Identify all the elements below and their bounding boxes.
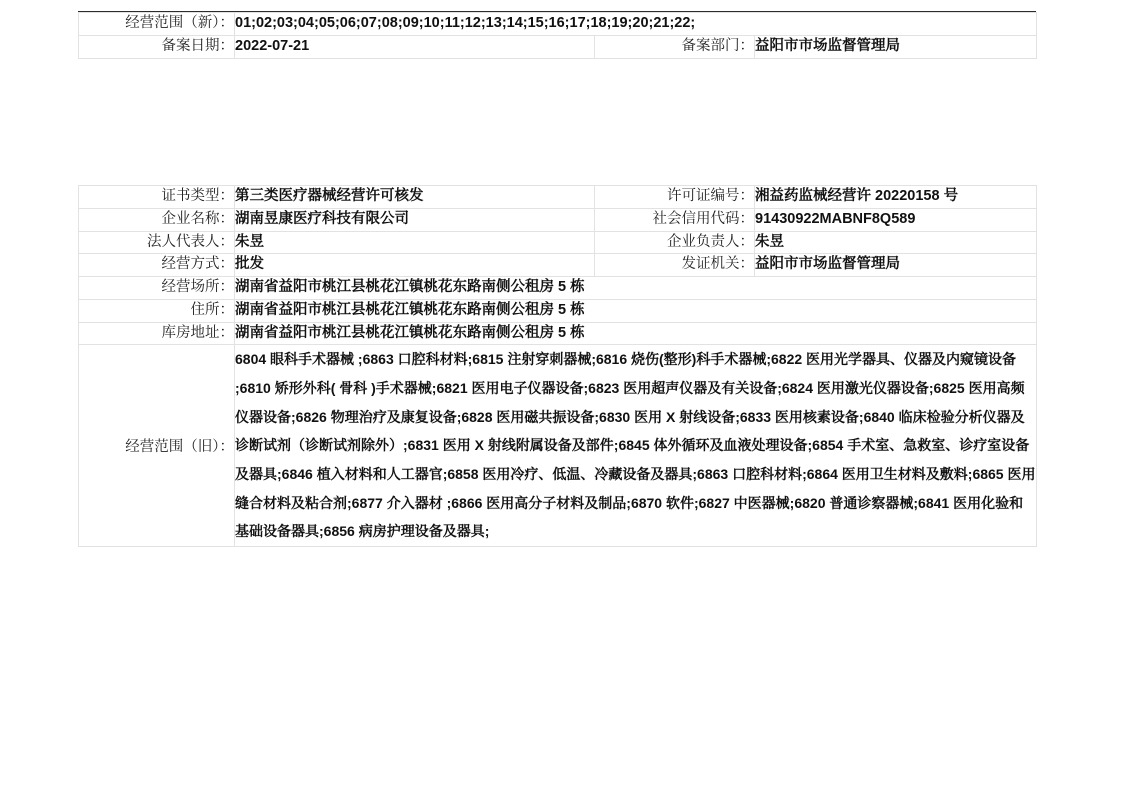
company-name-label: 企业名称： bbox=[79, 208, 235, 231]
credit-code-value: 91430922MABNF8Q589 bbox=[755, 208, 1037, 231]
business-mode-label: 经营方式： bbox=[79, 254, 235, 277]
table-row bbox=[79, 299, 1037, 322]
legal-representative-label: 法人代表人： bbox=[79, 231, 235, 254]
legal-representative-value: 朱昱 bbox=[235, 231, 595, 254]
issuing-authority-label: 发证机关： bbox=[595, 254, 755, 277]
business-scope-old-label: 经营范围（旧）： bbox=[79, 345, 235, 547]
company-manager-value: 朱昱 bbox=[755, 231, 1037, 254]
warehouse-address-value: 湖南省益阳市桃江县桃花江镇桃花东路南侧公租房 5 栋 bbox=[235, 322, 1037, 345]
table-row bbox=[79, 186, 1037, 209]
table-row bbox=[79, 254, 1037, 277]
warehouse-address-label: 库房地址： bbox=[79, 322, 235, 345]
business-premises-label: 经营场所： bbox=[79, 277, 235, 300]
certificate-type-label: 证书类型： bbox=[79, 186, 235, 209]
license-info-table bbox=[78, 185, 1037, 547]
filing-date-label: 备案日期： bbox=[79, 35, 235, 58]
license-number-label: 许可证编号： bbox=[595, 186, 755, 209]
filing-info-table bbox=[78, 12, 1037, 59]
filing-department-value: 益阳市市场监督管理局 bbox=[755, 35, 1037, 58]
issuing-authority-value: 益阳市市场监督管理局 bbox=[755, 254, 1037, 277]
filing-department-label: 备案部门： bbox=[595, 35, 755, 58]
residence-value: 湖南省益阳市桃江县桃花江镇桃花东路南侧公租房 5 栋 bbox=[235, 299, 1037, 322]
credit-code-label: 社会信用代码： bbox=[595, 208, 755, 231]
company-manager-label: 企业负责人： bbox=[595, 231, 755, 254]
table-row bbox=[79, 277, 1037, 300]
certificate-type-value: 第三类医疗器械经营许可核发 bbox=[235, 186, 595, 209]
table-row bbox=[79, 13, 1037, 36]
table-row bbox=[79, 231, 1037, 254]
table-row bbox=[79, 322, 1037, 345]
business-premises-value: 湖南省益阳市桃江县桃花江镇桃花东路南侧公租房 5 栋 bbox=[235, 277, 1037, 300]
business-scope-new-label: 经营范围（新）： bbox=[79, 13, 235, 36]
filing-date-value: 2022-07-21 bbox=[235, 35, 595, 58]
company-name-value: 湖南昱康医疗科技有限公司 bbox=[235, 208, 595, 231]
table-row bbox=[79, 208, 1037, 231]
business-scope-new-value: 01;02;03;04;05;06;07;08;09;10;11;12;13;14;15;16;17;18;19;20;21;22; bbox=[235, 13, 1037, 36]
residence-label: 住所： bbox=[79, 299, 235, 322]
business-mode-value: 批发 bbox=[235, 254, 595, 277]
business-scope-old-value: 6804 眼科手术器械 ;6863 口腔科材料;6815 注射穿刺器械;6816 烧伤(整形)科手术器械;6822 医用光学器具、仪器及内窥镜设备 ;6810 矫形外科( 骨科 )手术器械;6821 医用电子仪器设备;6823 医用超声仪器及有关设备;6824 医用激光仪器设备;6825 医用高频仪器设备;6826 物理治疗及康复设备;6828 医用磁共振设备;6830 医用 X 射线设备;6833 医用核素设备;6840 临床检验分析仪器及诊断试剂（诊断试剂除外）;6831 医用 X 射线附属设备及部件;6845 体外循环及血液处理设备;6854 手术室、急救室、诊疗室设备及器具;6846 植入材料和人工器官;6858 医用冷疗、低温、冷藏设备及器具;6863 口腔科材料;6864 医用卫生材料及敷料;6865 医用缝合材料及粘合剂;6877 介入器材 ;6866 医用高分子材料及制品;6870 软件;6827 中医器械;6820 普通诊察器械;6841 医用化验和基础设备器具;6856 病房护理设备及器具; bbox=[235, 345, 1037, 547]
table-row bbox=[79, 345, 1037, 547]
license-number-value: 湘益药监械经营许 20220158 号 bbox=[755, 186, 1037, 209]
table-row bbox=[79, 35, 1037, 58]
